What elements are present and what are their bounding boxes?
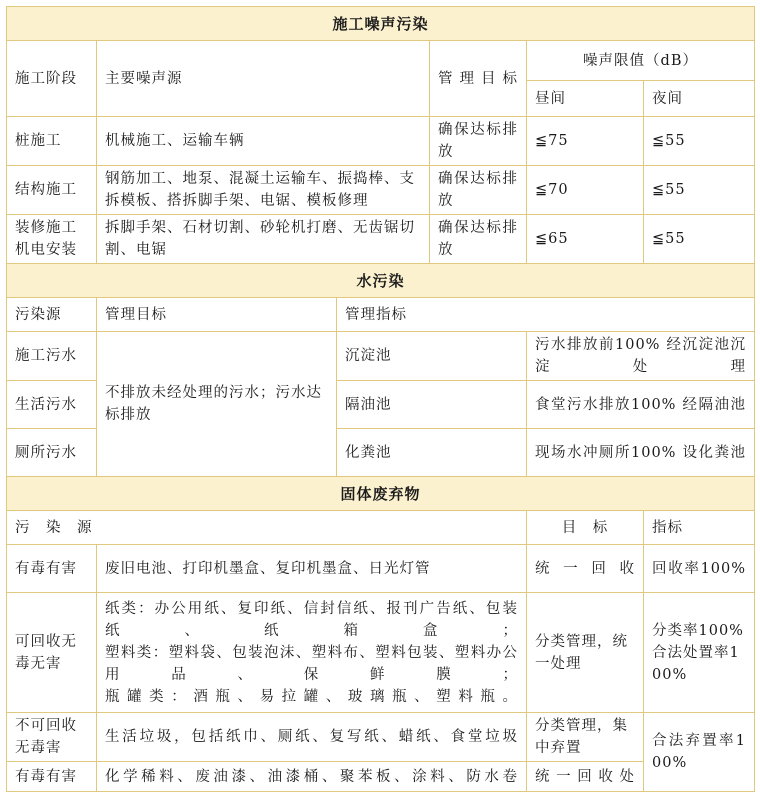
water-facility: 沉淀池 xyxy=(337,332,527,381)
noise-night-limit: ≦55 xyxy=(644,117,755,166)
noise-target: 确保达标排放 xyxy=(430,215,527,264)
solid-source xyxy=(97,545,527,593)
solid-target: 分类管理，统一处理 xyxy=(527,593,644,713)
noise-source: 拆脚手架、石材切割、砂轮机打磨、无齿锯切割、电锯 xyxy=(97,215,430,264)
solid-source-line: 废旧电池、打印机墨盒、复印机墨盒、日光灯管 xyxy=(105,560,431,577)
solid-indicator: 分类率100%合法处置率100% xyxy=(644,593,755,713)
noise-header-limit: 噪声限值（dB） xyxy=(527,41,755,81)
water-header-indicator: 管理指标 xyxy=(337,298,755,332)
noise-row xyxy=(7,166,755,215)
noise-row xyxy=(7,215,755,264)
noise-header-source: 主要噪声源 xyxy=(97,41,430,117)
noise-header-target: 管理目标 xyxy=(430,41,527,117)
environment-protection-table xyxy=(6,6,755,792)
solid-source-line: 生活垃圾，包括纸巾、厕纸、复写纸、蜡纸、食堂垃圾 xyxy=(105,729,518,745)
solid-header-target: 目 标 xyxy=(527,511,644,545)
water-source: 生活污水 xyxy=(7,381,97,429)
water-facility: 化粪池 xyxy=(337,429,527,477)
noise-stage: 结构施工 xyxy=(7,166,97,215)
water-facility: 隔油池 xyxy=(337,381,527,429)
noise-source: 机械施工、运输车辆 xyxy=(97,117,430,166)
solid-target: 分类管理，集中弃置 xyxy=(527,713,644,762)
water-header-source: 污染源 xyxy=(7,298,97,332)
noise-stage: 装修施工机电安装 xyxy=(7,215,97,264)
solid-category: 不可回收无毒害 xyxy=(7,713,97,762)
noise-day-limit: ≦70 xyxy=(527,166,644,215)
noise-header-stage: 施工阶段 xyxy=(7,41,97,117)
noise-target: 确保达标排放 xyxy=(430,166,527,215)
solid-header-indicator: 指标 xyxy=(644,511,755,545)
noise-night-limit: ≦55 xyxy=(644,215,755,264)
noise-day-limit: ≦75 xyxy=(527,117,644,166)
solid-category: 有毒有害 xyxy=(7,762,97,792)
water-source: 施工污水 xyxy=(7,332,97,381)
solid-row xyxy=(7,762,755,792)
water-detail: 现场水冲厕所100% 设化粪池 xyxy=(527,429,755,477)
solid-row xyxy=(7,713,755,762)
water-section-title: 水污染 xyxy=(7,264,755,298)
solid-header-source: 污 染 源 xyxy=(7,511,527,545)
noise-section-title: 施工噪声污染 xyxy=(7,7,755,41)
solid-source xyxy=(97,593,527,713)
noise-header-night: 夜间 xyxy=(644,81,755,117)
solid-source xyxy=(97,762,527,792)
solid-source-line: 纸类：办公用纸、复印纸、信封信纸、报刊广告纸、包装纸、纸箱盒； xyxy=(105,600,518,639)
noise-stage: 桩施工 xyxy=(7,117,97,166)
solid-indicator: 回收率100% xyxy=(644,545,755,593)
solid-section-title: 固体废弃物 xyxy=(7,477,755,511)
solid-category: 有毒有害 xyxy=(7,545,97,593)
water-row xyxy=(7,332,755,381)
solid-source-line: 瓶罐类：酒瓶、易拉罐、玻璃瓶、塑料瓶。 xyxy=(105,688,518,705)
noise-row xyxy=(7,117,755,166)
solid-source-line: 塑料类：塑料袋、包装泡沫、塑料布、塑料包装、塑料办公用品、保鲜膜； xyxy=(105,644,518,683)
solid-target: 统一回收处 xyxy=(527,762,644,792)
noise-target: 确保达标排放 xyxy=(430,117,527,166)
noise-day-limit: ≦65 xyxy=(527,215,644,264)
solid-source xyxy=(97,713,527,762)
water-detail: 污水排放前100% 经沉淀池沉淀处理 xyxy=(527,332,755,381)
water-header-target: 管理目标 xyxy=(97,298,337,332)
water-detail: 食堂污水排放100% 经隔油池 xyxy=(527,381,755,429)
solid-row xyxy=(7,593,755,713)
water-shared-target: 不排放未经处理的污水；污水达标排放 xyxy=(97,332,337,477)
water-source: 厕所污水 xyxy=(7,429,97,477)
solid-target: 统一回收 xyxy=(527,545,644,593)
noise-header-day: 昼间 xyxy=(527,81,644,117)
noise-night-limit: ≦55 xyxy=(644,166,755,215)
solid-indicator: 合法弃置率100% xyxy=(644,713,755,792)
noise-source: 钢筋加工、地泵、混凝土运输车、振捣棒、支拆模板、搭拆脚手架、电锯、模板修理 xyxy=(97,166,430,215)
solid-category: 可回收无毒无害 xyxy=(7,593,97,713)
solid-source-line: 化学稀料、废油漆、油漆桶、聚苯板、涂料、防水卷 xyxy=(105,768,518,785)
solid-row xyxy=(7,545,755,593)
